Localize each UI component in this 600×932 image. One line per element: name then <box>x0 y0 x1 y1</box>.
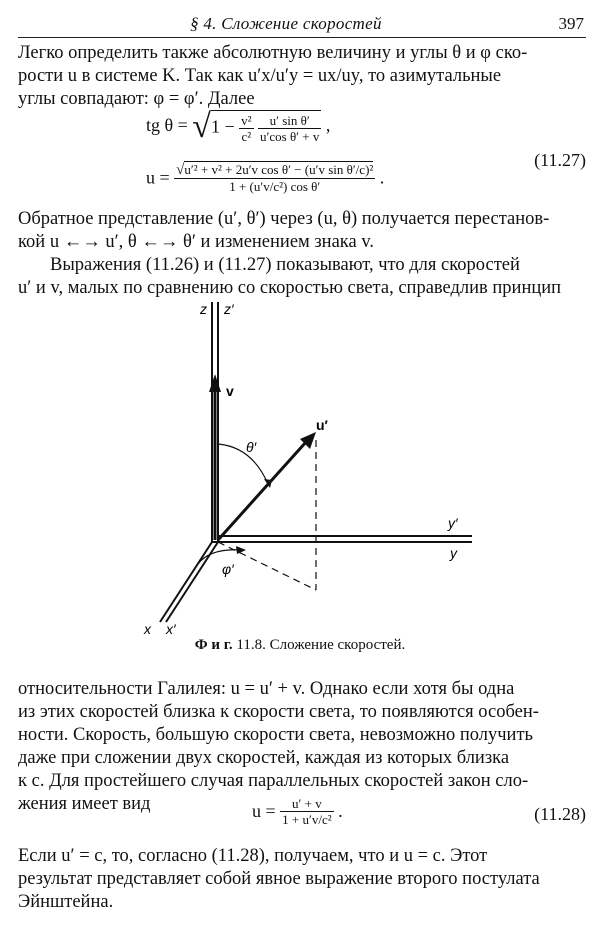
eq-comma: , <box>325 115 331 136</box>
label-v: v <box>226 383 234 399</box>
u-prime-vector <box>218 442 306 540</box>
equation-u-magnitude <box>146 162 384 194</box>
caption-text: 11.8. Сложение скоростей. <box>236 637 406 653</box>
eq-u-lhs: u = <box>146 167 170 188</box>
text-line: Выражения (11.26) и (11.27) показывают, что для скоростей <box>50 255 520 275</box>
fraction-denominator: 1 + u′v/c² <box>282 812 332 827</box>
running-title: § 4. Сложение скоростей <box>190 14 382 33</box>
text-line: даже при сложении двух скоростей, каждая из которых близка <box>18 748 510 768</box>
fraction-v2-c2 <box>239 113 253 144</box>
label-x-prime: x′ <box>166 621 176 637</box>
text-line: ности. Скорость, большую скорости света, невозможно получить <box>18 725 533 745</box>
text-line: Если u′ = c, то, согласно (11.28), получаем, что и u = c. Этот <box>18 846 488 866</box>
fraction-denominator: u′cos θ′ + v <box>260 129 320 144</box>
paragraph-intro <box>18 42 586 111</box>
eq-sqrt-prefix: 1 − <box>210 116 235 137</box>
page-number: 397 <box>558 14 584 33</box>
paragraph-inverse <box>18 208 586 300</box>
text-line: Обратное представление (u′, θ′) через (u, θ) получается перестанов- <box>18 209 550 229</box>
fraction-parallel <box>280 796 333 827</box>
text-line: относительности Галилея: u = u′ + v. Однако если хотя бы одна <box>18 679 515 699</box>
text-line: рости u в системе K. Так как u′x/u′y = ux/uy, то азимутальные <box>18 66 502 86</box>
sqrt-radicand: u′² + v² + 2u′v cos θ′ − (u′v sin θ′/c)² <box>184 162 374 177</box>
paragraph-einstein <box>18 845 586 914</box>
fraction-denominator: c² <box>241 129 252 144</box>
label-phi-prime: φ′ <box>222 561 234 577</box>
text-line: углы совпадают: φ = φ′. Далее <box>18 89 255 109</box>
sqrt-expression <box>192 110 321 144</box>
fraction-denominator: 1 + (u′v/c²) cos θ′ <box>229 179 321 194</box>
text-line: u′ и v, малых по сравнению со скоростью света, справедлив принцип <box>18 278 562 298</box>
x-axis <box>160 542 212 622</box>
equation-tg-theta <box>146 110 330 144</box>
theta-prime-arc <box>218 444 268 484</box>
label-u-prime: u′ <box>316 417 328 433</box>
label-y: y <box>450 545 457 561</box>
text-line: Эйнштейна. <box>18 892 114 912</box>
header-rule <box>18 37 586 38</box>
caption-prefix: Ф и г. <box>194 637 233 653</box>
label-y-prime: y′ <box>448 515 458 531</box>
label-theta-prime: θ′ <box>246 439 257 455</box>
eq-tg-lhs: tg θ = <box>146 115 188 136</box>
fraction-numerator: v² <box>241 113 252 128</box>
equation-number-11-27: (11.27) <box>534 150 586 170</box>
equation-number-11-28: (11.28) <box>534 804 586 824</box>
eq-period: . <box>379 167 385 188</box>
equation-parallel-addition <box>252 796 343 827</box>
text-line: результат представляет собой явное выражение второго постулата <box>18 869 540 889</box>
label-z-prime: z′ <box>224 301 234 317</box>
label-x: x <box>144 621 151 637</box>
eq-period: . <box>338 801 343 821</box>
v-arrowhead <box>209 374 221 392</box>
fraction-numerator: u′ + v <box>280 796 333 812</box>
figure-caption <box>0 637 600 654</box>
fraction-u <box>174 162 375 194</box>
eq-lhs: u = <box>252 801 276 821</box>
label-z: z <box>200 301 207 317</box>
fraction-numerator: √u′² + v² + 2u′v cos θ′ − (u′v sin θ′/c)² <box>176 162 374 178</box>
text-line: Легко определить также абсолютную величину и углы θ и φ ско- <box>18 43 528 63</box>
text-line: из этих скоростей близка к скорости света, то появляются особен- <box>18 702 539 722</box>
text-line: к c. Для простейшего случая параллельных скоростей закон сло- <box>18 771 529 791</box>
sqrt-body <box>211 110 321 144</box>
fraction-sin-cos <box>258 113 321 144</box>
fraction-numerator: u′ sin θ′ <box>258 113 321 129</box>
page-header <box>0 6 600 36</box>
text-line: жения имеет вид <box>18 794 151 814</box>
sqrt-sign: √ <box>192 108 211 145</box>
text-line: кой u ←→ u′, θ ←→ θ′ и изменением знака v. <box>18 232 374 252</box>
figure-velocity-addition <box>130 292 490 637</box>
